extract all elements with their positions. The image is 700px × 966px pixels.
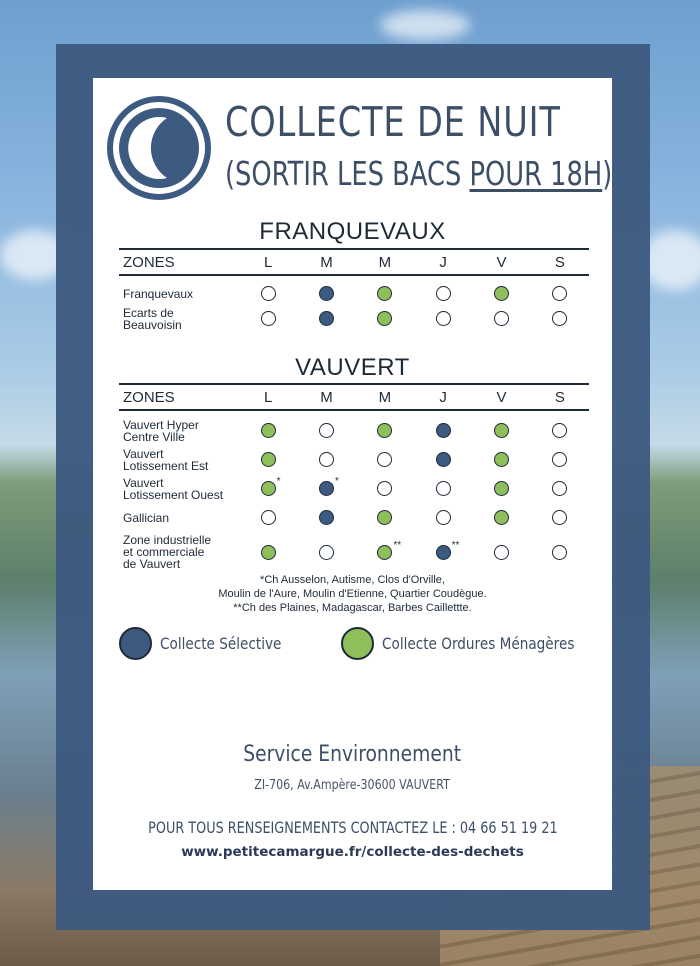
subtitle-highlight: POUR 18H <box>469 154 603 193</box>
day-header: S <box>531 249 589 275</box>
no-collection-dot <box>494 545 509 560</box>
table-row <box>119 306 589 331</box>
day-header: J <box>414 249 472 275</box>
collecte-ordures-dot <box>377 539 402 560</box>
collecte-ordures-dot <box>377 286 392 301</box>
no-collection-dot <box>319 545 334 560</box>
collecte-ordures-dot <box>261 545 276 560</box>
contact-info: POUR TOUS RENSEIGNEMENTS CONTACTEZ LE : 04 66 51 19 21 <box>147 818 558 837</box>
footnote-line: **Ch des Plaines, Madagascar, Barbes Caillettte. <box>233 602 472 614</box>
zones-header: ZONES <box>119 249 239 275</box>
collecte-ordures-dot <box>494 510 509 525</box>
table-row <box>119 503 589 532</box>
no-collection-dot <box>319 452 334 467</box>
no-collection-dot <box>552 545 567 560</box>
no-collection-dot <box>261 311 276 326</box>
no-collection-dot <box>377 481 392 496</box>
collecte-ordures-dot <box>494 423 509 438</box>
no-collection-dot <box>552 286 567 301</box>
service-name: Service Environnement <box>243 742 462 767</box>
zone-name: Vauvert Lotissement Est <box>123 446 209 473</box>
no-collection-dot <box>436 481 451 496</box>
service-address: ZI-706, Av.Ampère-30600 VAUVERT <box>254 778 451 793</box>
day-header: V <box>472 384 530 410</box>
no-collection-dot <box>552 452 567 467</box>
zone-name: Vauvert Hyper Centre Ville <box>123 417 199 444</box>
footnote-line: *Ch Ausselon, Autisme, Clos d'Orville, <box>260 574 445 586</box>
website-link[interactable]: www.petitecamargue.fr/collecte-des-dechets <box>181 844 524 860</box>
collecte-ordures-dot <box>377 423 392 438</box>
day-header: M <box>356 384 414 410</box>
no-collection-dot <box>494 311 509 326</box>
legend-selective <box>119 627 303 660</box>
day-header: V <box>472 249 530 275</box>
legend-household-label: Collecte Ordures Ménagères <box>382 634 575 653</box>
zones-header: ZONES <box>119 384 239 410</box>
table-row <box>119 281 589 306</box>
collecte-ordures-dot <box>261 476 281 496</box>
footnote-mark: ** <box>393 539 402 551</box>
collecte-selective-dot <box>436 539 460 560</box>
day-header: M <box>297 249 355 275</box>
footnote-mark: ** <box>451 539 460 551</box>
day-header: L <box>239 249 297 275</box>
collecte-ordures-dot <box>494 286 509 301</box>
schedule-table-franquevaux <box>119 248 589 331</box>
day-header: J <box>414 384 472 410</box>
collecte-ordures-dot <box>261 423 276 438</box>
footnote-mark: * <box>276 476 281 488</box>
collecte-selective-dot <box>319 286 334 301</box>
section-title-vauvert: VAUVERT <box>295 354 410 381</box>
zone-name: Vauvert Lotissement Ouest <box>123 475 224 502</box>
collecte-ordures-dot <box>261 452 276 467</box>
no-collection-dot <box>319 423 334 438</box>
no-collection-dot <box>377 452 392 467</box>
schedule-table-vauvert <box>119 383 589 572</box>
background-cloud <box>380 10 470 40</box>
legend-selective-label: Collecte Sélective <box>160 634 282 653</box>
table-row <box>119 445 589 474</box>
day-header: L <box>239 384 297 410</box>
no-collection-dot <box>552 481 567 496</box>
no-collection-dot <box>261 510 276 525</box>
day-header: M <box>297 384 355 410</box>
zone-name: Zone industrielle et commerciale de Vauvert <box>123 533 212 571</box>
table-row <box>119 474 589 503</box>
page-subtitle: (SORTIR LES BACS POUR 18H) <box>225 154 613 193</box>
zone-name: Ecarts de Beauvoisin <box>123 305 182 332</box>
collecte-ordures-dot <box>494 452 509 467</box>
collecte-selective-dot <box>319 476 339 496</box>
collecte-ordures-dot <box>377 510 392 525</box>
collecte-selective-dot <box>436 452 451 467</box>
footnotes <box>93 573 612 615</box>
table-row <box>119 532 589 572</box>
footnote-mark: * <box>334 476 339 488</box>
legend-household-swatch <box>341 627 374 660</box>
footnote-line: Moulin de l'Aure, Moulin d'Etienne, Quartier Coudègue. <box>218 588 487 600</box>
no-collection-dot <box>552 311 567 326</box>
poster-card <box>93 78 612 890</box>
no-collection-dot <box>552 423 567 438</box>
legend-selective-swatch <box>119 627 152 660</box>
no-collection-dot <box>436 311 451 326</box>
collecte-selective-dot <box>319 311 334 326</box>
zone-name: Gallician <box>123 510 170 525</box>
moon-icon <box>105 94 213 202</box>
collecte-ordures-dot <box>494 481 509 496</box>
collecte-ordures-dot <box>377 311 392 326</box>
no-collection-dot <box>436 510 451 525</box>
table-row <box>119 416 589 445</box>
zone-name: Franquevaux <box>123 286 194 301</box>
no-collection-dot <box>436 286 451 301</box>
day-header: S <box>531 384 589 410</box>
legend-household <box>341 627 608 660</box>
day-header: M <box>356 249 414 275</box>
collecte-selective-dot <box>436 423 451 438</box>
page-title: COLLECTE DE NUIT <box>225 98 561 146</box>
collecte-selective-dot <box>319 510 334 525</box>
section-title-franquevaux: FRANQUEVAUX <box>259 218 446 245</box>
no-collection-dot <box>261 286 276 301</box>
no-collection-dot <box>552 510 567 525</box>
